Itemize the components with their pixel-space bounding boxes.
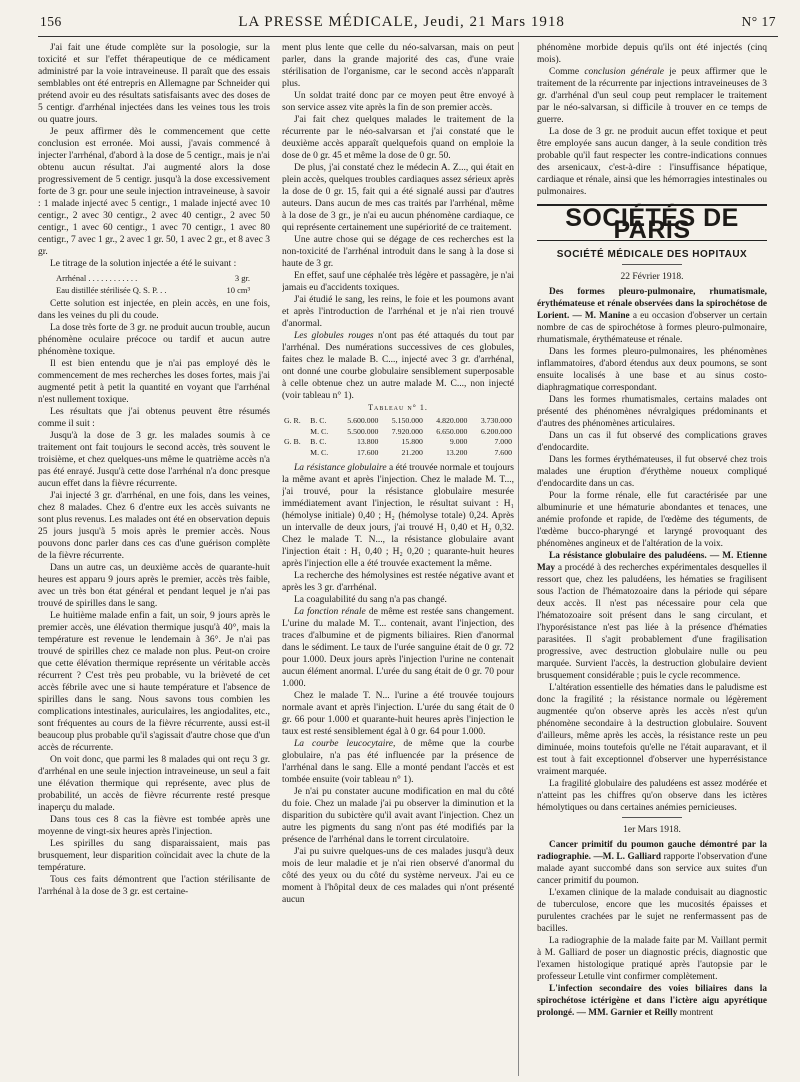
paragraph: Dans un cas il fut observé des complications graves d'endocardite. <box>537 431 767 453</box>
table-cell: 21.200 <box>401 447 423 457</box>
paragraph: Pour la forme rénale, elle fut caractérisée par une albuminurie et une hématurie abondantes et tenaces, une anémie profonde et rapide, de l'œdème des téguments, de l'œdème bucco-pharyngé et laryngé provoquant des phénomènes angineux et de l'altération de la voix. <box>537 491 767 549</box>
formula-line <box>56 284 270 296</box>
abstract-title: L'infection secondaire des voies biliaires dans la spirochétose ictérigène et dans l'ictère aigu apyrétique prolongé. — MM. Garnier et Reilly <box>537 984 767 1018</box>
paragraph: J'ai pu suivre quelques-uns de ces malades jusqu'à deux mois de leur maladie et je n'ai rien observé d'anormal du côté des yeux ou du côté du système nerveux. J'ai eu ce moment à l'hôpital deux de ces malades qui n'ont présenté aucun <box>282 847 514 905</box>
row-group: G. R. <box>284 416 301 425</box>
table-caption: Tableau n° 1. <box>368 403 428 412</box>
paragraph-text: , de même que la courbe globulaire, n'a pas été influencée par la présence de l'arrhénal dans le sang. Elle a monté pendant l'accès et est tombée ensuite (voir tableau n° 1). <box>282 739 514 785</box>
paragraph: Tous ces faits démontrent que l'action stérilisante de l'arrhénal à la dose de 3 gr. est certaine- <box>38 875 270 897</box>
paragraph <box>282 462 514 570</box>
paragraph: Les spirilles du sang disparaissaient, mais pas brusquement, leur disparition coïncidait avec la chute de la température. <box>38 839 270 873</box>
paragraph-text: n'ont pas été attaqués du tout par l'arrhénal. Des numérations successives de ces globules, faites chez le malade B. C..., injecté avec 3 gr. d'arrhénal, ont donné une courbe globulaire sensiblement superposable à celle obtenue chez un autre malade M. C..., non injecté (voir tableau n° 1). <box>282 331 515 401</box>
abstract <box>537 983 767 1019</box>
formula-quantity: 10 cm³ <box>226 285 250 295</box>
blood-count-table <box>282 416 514 458</box>
abstract-title: Cancer primitif du poumon gauche démontré par la radiographie. —M. L. Galliard <box>537 840 767 862</box>
abstract-text: a eu occasion d'observer un certain nombre de cas de spirochétose à formes pleuro-pulmonaire, rhumatismale, érythémateuse et rénale. <box>537 311 767 345</box>
paragraph: Dans les formes érythémateuses, il fut observé chez trois malades une éruption d'érythème noueux compliqué d'endocardite dans un cas. <box>537 455 767 489</box>
paragraph: Une autre chose qui se dégage de ces recherches est la non-toxicité de l'arrhénal introduit dans le sang à la dose si haute de 3 gr. <box>282 235 514 269</box>
abstract-text: rapporte l'observation d'une malade ayant succombé dans son service aux suites d'un cancer primitif du poumon. <box>537 852 767 886</box>
abstract-title: Des formes pleuro-pulmonaire, rhumatismale, érythémateuse et rénale observées dans la spirochétose de Lorient. — M. Manine <box>537 287 767 321</box>
paragraph: De plus, j'ai constaté chez le médecin A. Z..., qui était en plein accès, quelques troubles cardiaques assez sérieux après la dose de 0 gr. 15, fait qui a été signalé aussi par d'autres auteurs. Dans aucun de mes cas traités par l'arrhénal, même à la dose de 3 gr., je n'ai eu aucun phénomène cardiaque, ce qui représente certainement une supériorité de ce traitement. <box>282 163 514 233</box>
row-group <box>282 448 308 459</box>
column-2 <box>282 42 519 1076</box>
table-cell: 3.730.000 <box>480 416 512 425</box>
paragraph: Dans les formes pleuro-pulmonaires, les phénomènes inflammatoires, d'abord étendus aux deux poumons, se sont ensuite localisés à une base et au sinus costo-diaphragmatique correspondant. <box>537 347 767 393</box>
table-cell: 4.820.000 <box>436 416 468 425</box>
column-1 <box>38 42 270 1076</box>
formula-ingredient: Eau distillée stérilisée Q. S. P. . . <box>56 285 167 295</box>
formula-quantity: 3 gr. <box>234 273 250 283</box>
italic-lead: La résistance globulaire <box>294 463 387 473</box>
paragraph: La coagulabilité du sang n'a pas changé. <box>294 595 447 605</box>
paragraph: Dans tous ces 8 cas la fièvre est tombée après une moyenne de vingt-six heures après l'injection. <box>38 815 270 837</box>
table-cell: 5.600.000 <box>347 416 379 425</box>
page-header <box>38 14 778 36</box>
italic-lead: Les globules rouges <box>294 331 374 341</box>
paragraph: Les résultats que j'ai obtenus peuvent être résumés comme il suit : <box>38 407 270 429</box>
table-cell: 7.000 <box>494 437 512 446</box>
table-cell: 9.000 <box>449 437 468 446</box>
paragraph: La fragilité globulaire des paludéens est assez modérée et n'atteint pas les chiffres qu'on observe dans les ictères hémolytiques ou dans certaines anémies pernicieuses. <box>537 779 767 813</box>
paragraph: phénomène morbide depuis qu'ils ont été injectés (cinq mois). <box>537 43 767 65</box>
row-group: G. B. <box>284 437 301 446</box>
abstract-text: a procédé à des recherches expérimentales desquelles il ressort que, chez les paludéens, les hématies se fragilisent sous l'action de l'hématozoaire dans la période qui sépare deux accès. Il n'est pas nécessaire pour cela que l'hématozoaire soit présent dans le sang circulant, et l'hyporésistance n'est pas liée à la présence d'hématies parasitées. Il s'agit probablement d'une fragilisation progressive, avec destruction globulaire nulle ou peu marquée. Survient l'accès, la destruction globulaire devient brusquement considérable ; puis le cycle recommence. <box>537 563 767 681</box>
paragraph: Jusqu'à la dose de 3 gr. les malades soumis à ce traitement ont fait toujours le second accès, très souvent le troisième, et chez quelques-uns même le quatrième accès n'a pas été enrayé. Jusqu'à cette dose l'arrhénal n'a donc presque aucun effet dans la fièvre récurrente. <box>38 431 270 489</box>
divider <box>622 264 682 265</box>
paragraph: Je peux affirmer dès le commencement que cette conclusion est erronée. Moi aussi, j'avais commencé à injecter l'arrhénal, d'abord à la dose de 5 centigr., mais je n'ai obtenu aucun résultat. J'ai augmenté alors la dose progressivement de 5 centigr. jusqu'à la dose excessivement forte de 3 gr. pour une seule injection intraveineuse, à savoir : 1 malade injecté avec 5 centigr., 1 malade injecté avec 10 centigr., 2 avec 30 centigr., 2 avec 40 centigr., 2 avec 50 centigr., 1 avec 60 centigr., 1 avec 70 centigr., 1 avec 80 centigr., 7 avec 1 gr., 2 avec 1 gr. 50, 1 avec 2 gr., et 8 avec 3 gr. <box>38 127 270 257</box>
paragraph-text: je peux affirmer que le traitement de la récurrente par injections intraveineuses de 3 gr. d'arrhénal d'un seul coup peut remplacer le traitement par le néo-salvarsan, si difficile à trouver en ce temps de guerre. <box>537 67 767 125</box>
solution-formula <box>38 270 270 298</box>
session-date: 1er Mars 1918. <box>623 825 681 835</box>
columns <box>38 42 778 1076</box>
divider <box>622 817 682 818</box>
table-row <box>282 427 514 438</box>
paragraph: L'altération essentielle des hématies dans le paludisme est donc la fragilité ; la résistance normale ou légèrement augmentée qu'on observe après les accès n'est qu'un phénomène secondaire à la destruction globulaire. Souvent d'ailleurs, même après les accès, la résistance reste un peu diminuée, moins toutefois qu'elle ne l'était auparavant, et il est tout à fait exceptionnel d'observer une hyperrésistance vraiment marquée. <box>537 683 767 777</box>
paragraph: L'examen clinique de la malade conduisait au diagnostic de tuberculose, encore que les mucosités épaisses et purulentes crachées par le sujet ne renfermassent pas de bacilles. <box>537 888 767 934</box>
formula-line <box>56 272 270 284</box>
table-row <box>282 437 514 448</box>
table-cell: 6.200.000 <box>480 426 512 436</box>
row-patient: M. C. <box>310 426 329 436</box>
paragraph: La recherche des hémolysines est restée négative avant et après les 3 gr. d'arrhénal. <box>282 571 514 593</box>
paragraph: J'ai étudié le sang, les reins, le foie et les poumons avant et après l'introduction de l'arrhénal et je n'ai rien trouvé d'anormal. <box>282 295 514 329</box>
table-cell: 5.500.000 <box>347 426 379 436</box>
italic-phrase: conclusion générale <box>584 67 664 77</box>
paragraph: J'ai injecté 3 gr. d'arrhénal, en une fois, dans les veines, chez 8 malades. Chez 6 d'entre eux les accès suivants ne sont plus revenus. Les malades ont été en observation depuis 25 jours jusqu'à 5 mois après le premier accès. Nous pouvons donc parler dans ces cas d'une guérison complète de la fièvre récurrente. <box>38 491 270 561</box>
session-date: 22 Février 1918. <box>620 272 684 282</box>
italic-lead: La fonction rénale <box>294 607 366 617</box>
paragraph: J'ai fait chez quelques malades le traitement de la récurrente par le néo-salvarsan et j'ai constaté que le deuxième accès apparaît quelquefois quand on emploie la dose de 0 gr. 45 et même la dose de 0 gr. 50. <box>282 115 514 161</box>
paragraph: ment plus lente que celle du néo-salvarsan, mais on peut parler, dans la grande majorité des cas, d'une vraie stérilisation de l'organisme, car le second accès n'apparaît plus. <box>282 43 514 89</box>
table-cell: 5.150.000 <box>391 416 423 425</box>
paragraph: Dans les formes rhumatismales, certains malades ont présenté des phénomènes névralgiques prédominants et d'autres des phénomènes articulaires. <box>537 395 767 429</box>
formula-ingredient: Arrhénal . . . . . . . . . . . . <box>56 273 138 283</box>
section-heading: SOCIÉTÉS DE PARIS <box>537 204 767 241</box>
paragraph <box>282 738 514 786</box>
abstract-title: La résistance globulaire des paludéens. — M. Etienne May <box>537 551 767 573</box>
paragraph-text: de même est restée sans changement. L'urine du malade M. T... contenait, avant l'injection, des traces d'albumine et de pigments biliaires. Rien d'anormal dans le sédiment. Le taux de l'urée sanguine était de 0 gr. 72 pour 1.000. Deux jours après l'injection l'urine ne contenait aucun élément anormal. L'urée du sang était de 0 gr. 70 pour 1.000. <box>282 607 514 689</box>
header-rule <box>38 36 778 37</box>
issue-number: N° 17 <box>741 14 776 29</box>
journal-title: LA PRESSE MÉDICALE, Jeudi, 21 Mars 1918 <box>238 14 565 30</box>
table-cell: 15.800 <box>401 437 423 446</box>
table-row <box>282 448 514 459</box>
paragraph: La radiographie de la malade faite par M. Vaillant permit à M. Galliard de poser un diagnostic précis, diagnostic que l'examen histologique pratiqué après l'autopsie par le professeur Letulle vint confirmer complètement. <box>537 936 767 982</box>
paragraph-text: a été trouvée normale et toujours la même avant et après l'injection. Chez le malade M. T..., j'ai trouvé, pour la résistance globulaire mesurée immédiatement avant l'injection, le résultat suivant : H₁ (hémolyse initiale) 0,40 ; H₂ (hémolyse totale) 0,24. Après un intervalle de deux jours, j'ai trouvé H₁ 0,40 et H₂ 0,32. Chez le malade T. N..., la résistance globulaire avant l'injection était : H₁ 0,40 ; H₂ 0,20 ; quarante-huit heures après l'injection elle a été trouvée exactement la même. <box>282 463 514 569</box>
row-patient: B. C. <box>310 416 327 425</box>
paragraph-text: Comme <box>549 67 585 77</box>
paragraph <box>282 330 514 402</box>
table-cell: 7.920.000 <box>391 426 423 436</box>
table-cell: 6.650.000 <box>436 426 468 436</box>
abstract <box>537 839 767 887</box>
paragraph: Chez le malade T. N... l'urine a été trouvée toujours normale avant et après l'injection. L'urée du sang était de 0 gr. 66 pour 1.000 et quarante-huit heures après l'injection le taux est resté sensiblement égal à 0 gr. 64 pour 1.000. <box>282 691 514 737</box>
society-title: SOCIÉTÉ MÉDICALE DES HOPITAUX <box>556 249 748 260</box>
row-patient: M. C. <box>310 447 329 457</box>
paragraph: Cette solution est injectée, en plein accès, en une fois, dans les veines du pli du coude. <box>38 299 270 321</box>
table-cell: 13.800 <box>357 437 379 446</box>
table-cell: 7.600 <box>494 447 512 457</box>
paragraph: Le titrage de la solution injectée a été le suivant : <box>50 259 237 269</box>
paragraph: Le huitième malade enfin a fait, un soir, 9 jours après le premier accès, une élévation thermique jusqu'à 40°, mais la température est revenue le lendemain à 36°. Je n'ai pas trouvé de spirilles chez ce malade non plus. Peut-on croire que cette élévation thermique représente un véritable accès récurrent ? C'est très peu probable, vu la brièveté de cet accès fébrile avec une si haute température et l'absence de spirilles dans le sang. Nous savons tous combien les complications intestinales, auriculaires, les angiodalites, etc., sont fréquentes au cours de la fièvre récurrente, aussi est-il beaucoup plus probable qu'il s'agissait d'autre chose que d'un accès de récurrente. <box>38 611 270 753</box>
paragraph: Un soldat traité donc par ce moyen peut être envoyé à son service assez vite après la fin de son premier accès. <box>282 91 514 113</box>
paragraph: La dose très forte de 3 gr. ne produit aucun trouble, aucun phénomène oculaire précoce ou tardif et aucun autre phénomène toxique. <box>38 323 270 357</box>
page-number: 156 <box>40 14 62 29</box>
paragraph: Il est bien entendu que je n'ai pas employé dès le commencement de mes recherches les doses fortes, mais j'ai augmenté petit à petit la quantité en voyant que l'arrhénal n'est nullement toxique. <box>38 359 270 405</box>
paragraph: J'ai fait une étude complète sur la posologie, sur la toxicité et sur l'effet thérapeutique de ce médicament administré par la voie intraveineuse. Il paraît que des essais semblables ont été entrepris en Allemagne par Schneider qui prétend avoir eu des résultats satisfaisants avec des doses de 5 centigr. d'arrhénal injectées dans les veines tous les trois ou quatre jours. <box>38 43 270 125</box>
italic-lead: La courbe leucocytaire <box>294 739 394 749</box>
paragraph <box>537 66 767 126</box>
column-3 <box>527 42 767 1076</box>
paragraph: En effet, sauf une céphalée très légère et passagère, je n'ai jamais eu d'accidents toxiques. <box>282 271 514 293</box>
abstract <box>537 286 767 346</box>
paragraph: La dose de 3 gr. ne produit aucun effet toxique et peut être employée sans aucun danger, à la seule condition très probable qu'il faut respecter les contre-indications connues des arsenicaux, c'est-à-dire : l'insuffisance hépatique, cardiaque et rénale, ainsi que les hémorragies intestinales ou pulmonaires. <box>537 127 767 197</box>
table-cell: 17.600 <box>357 447 379 457</box>
paragraph: On voit donc, que parmi les 8 malades qui ont reçu 3 gr. d'arrhénal en une seule injection intraveineuse, un seul a fait une élévation thermique qui représente, avec plus de probabilité, un accès de fièvre récurrente resté presque inaperçu du malade. <box>38 755 270 813</box>
abstract-text: montrent <box>677 1008 714 1018</box>
table-cell: 13.200 <box>446 447 468 457</box>
abstract <box>537 550 767 682</box>
paragraph <box>282 606 514 690</box>
row-group <box>282 427 308 438</box>
paragraph: Dans un autre cas, un deuxième accès de quarante-huit heures est apparu 9 jours après le premier, accès très faible, avec un très bon état général et pendant lequel je n'ai pas trouvé de spirilles dans le sang. <box>38 563 270 609</box>
row-patient: B. C. <box>310 437 327 446</box>
table-row <box>282 416 514 427</box>
paragraph: Je n'ai pu constater aucune modification en mal du côté du foie. Chez un malade j'ai pu observer la diminution et la disparition du subictère qu'il avait avant l'injection. Chez un autre les pigments du sang n'ont pas été modifiés par la présence de l'arrhénal dans le torrent circulatoire. <box>282 787 514 845</box>
